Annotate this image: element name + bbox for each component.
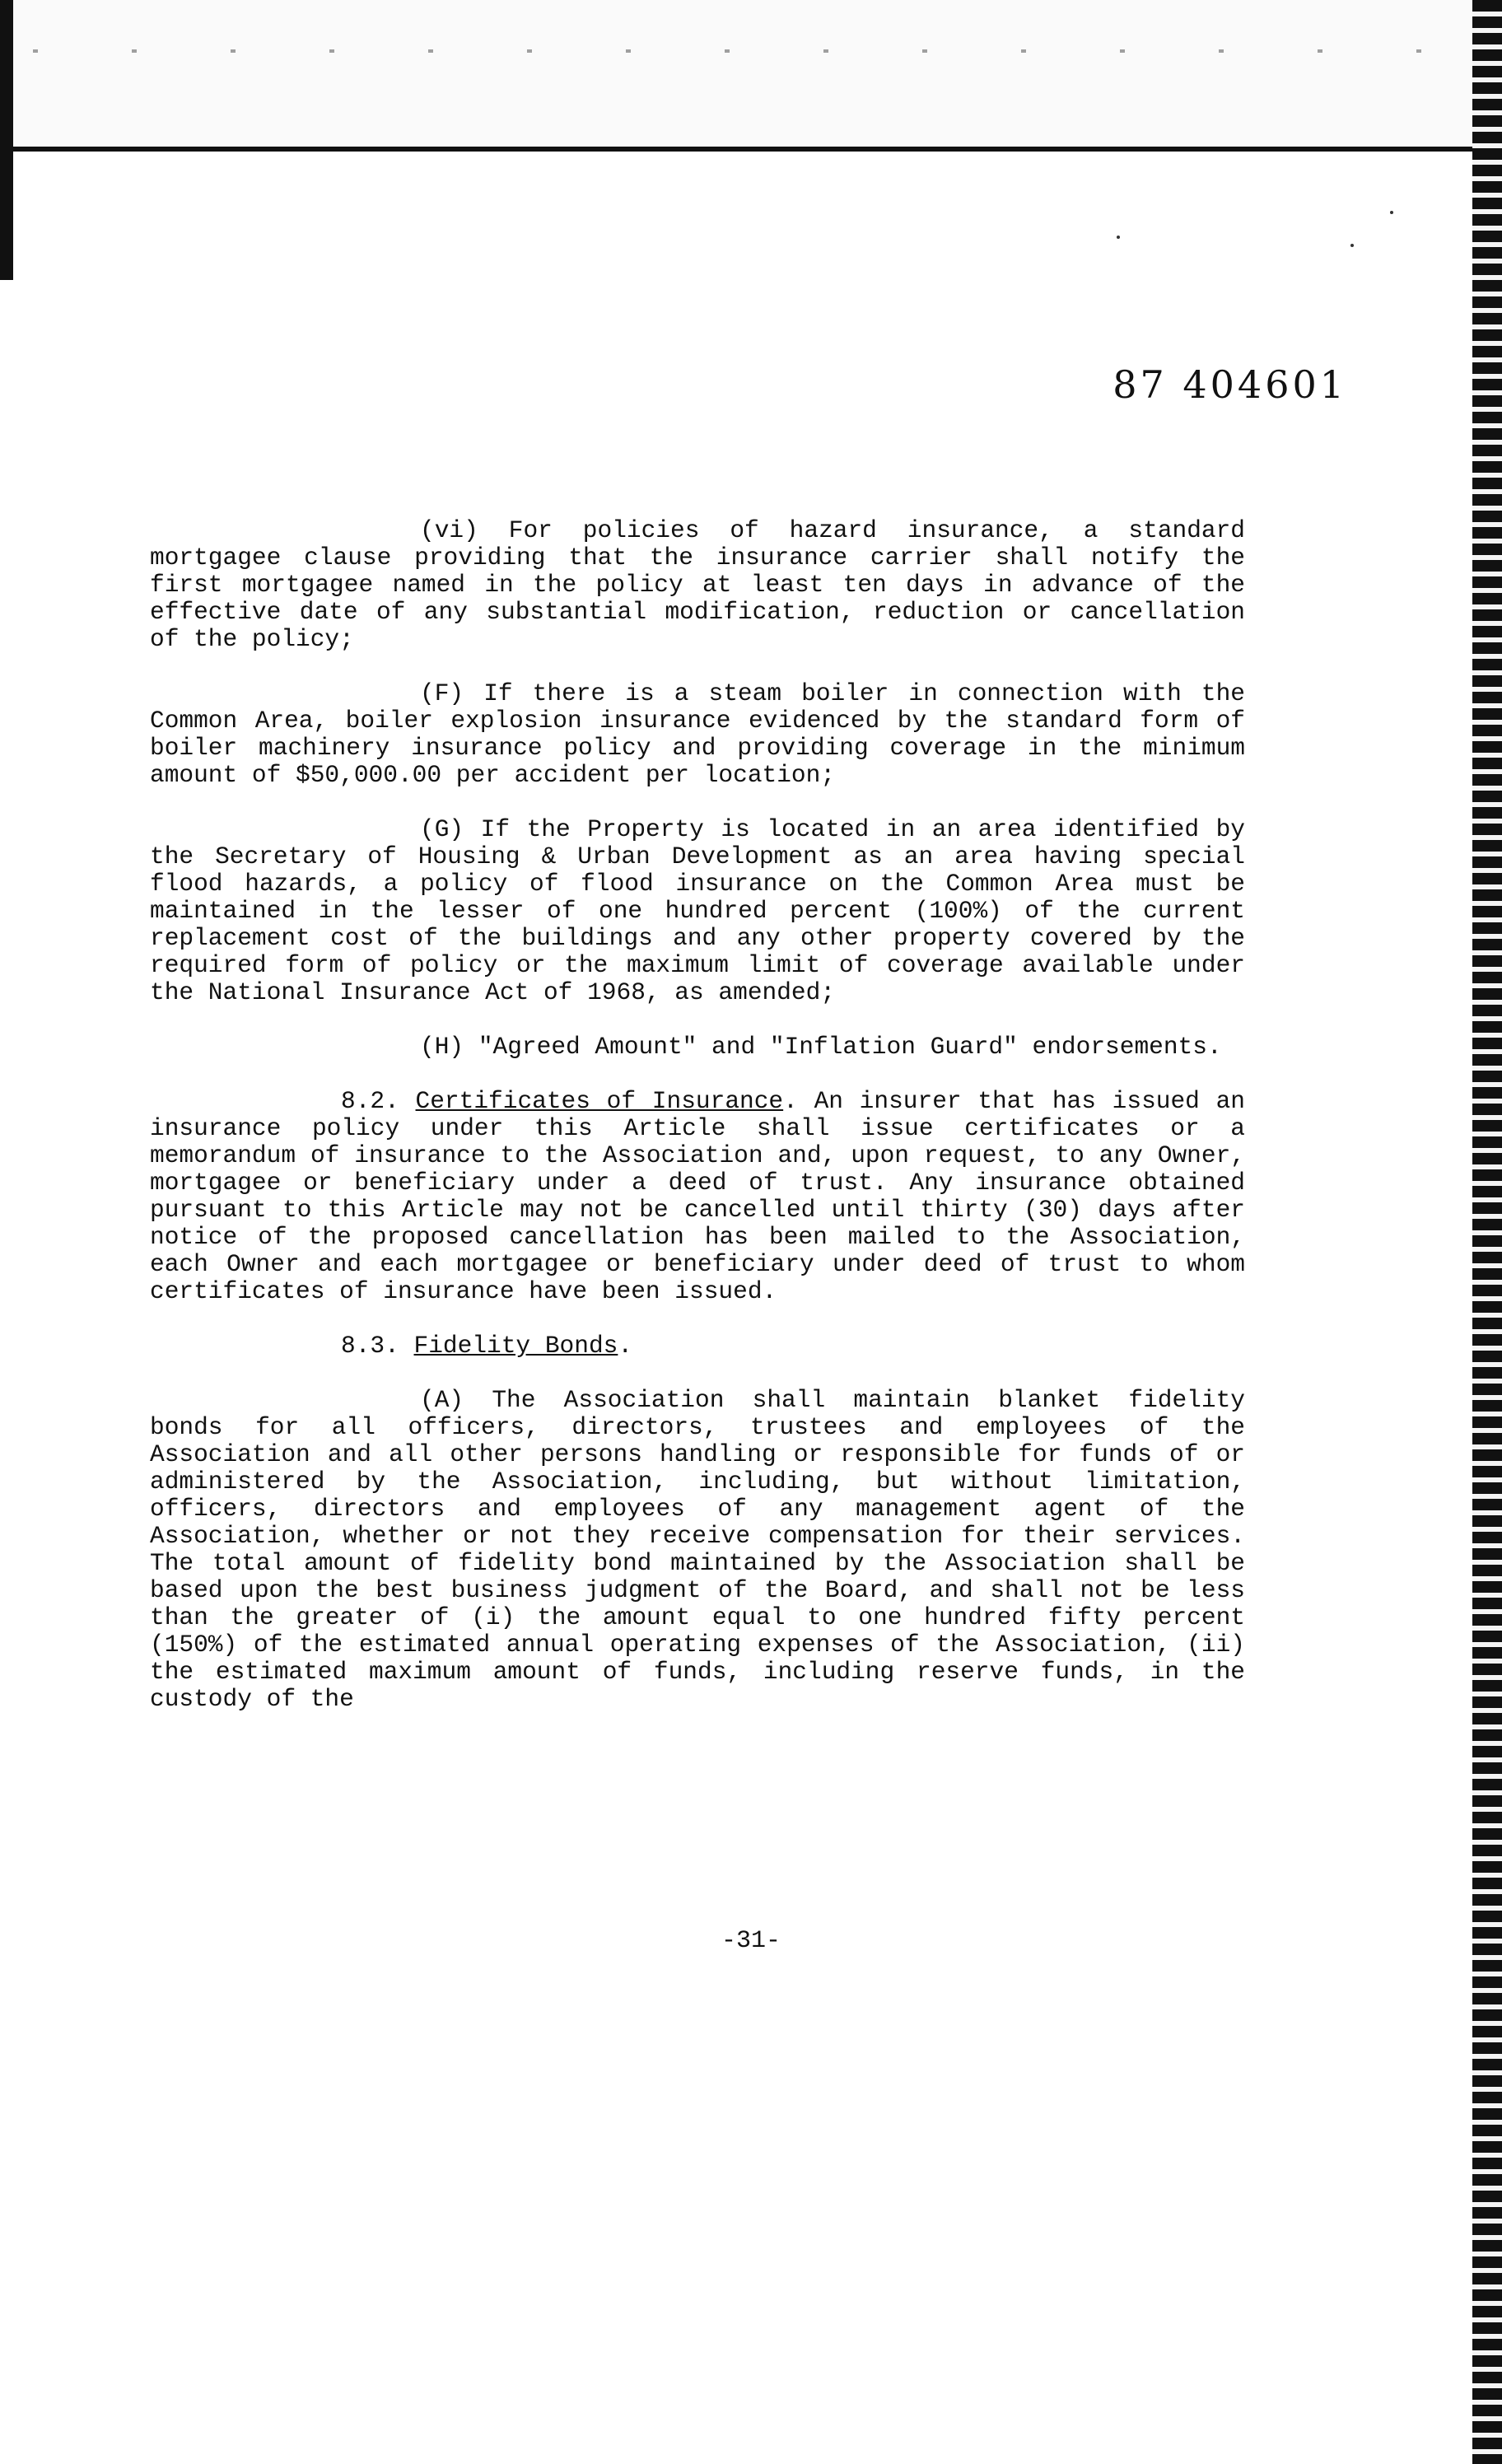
section-8-3-a — [150, 1387, 1245, 1713]
paragraph-label: (vi) — [420, 516, 478, 544]
paragraph-text: If there is a steam boiler in connection with the Common Area, boiler explosion insurance evidenced by the standard form of boiler machinery insurance policy and providing coverage in the minimum amount of $50,000.00 per accident per location; — [150, 679, 1245, 789]
scan-speck — [1390, 211, 1393, 214]
scan-left-edge — [0, 0, 13, 280]
section-number: 8.2. — [341, 1087, 399, 1115]
paragraph-f — [150, 680, 1245, 789]
scan-right-edge — [1472, 0, 1502, 2464]
paragraph-label: (H) — [420, 1033, 464, 1061]
scan-noise — [33, 49, 1433, 53]
paragraph-label: (F) — [420, 679, 464, 707]
paragraph-text: For policies of hazard insurance, a standard mortgagee clause providing that the insurance carrier shall notify the first mortgagee named in the policy at least ten days in advance of the effective date of any substantial modification, reduction or cancellation of the policy; — [150, 516, 1246, 653]
section-heading: Certificates of Insurance — [415, 1087, 784, 1115]
section-number: 8.3. — [341, 1332, 399, 1360]
paragraph-vi — [150, 517, 1245, 653]
section-8-3-heading: 8.3. Fidelity Bonds. — [341, 1332, 633, 1360]
section-heading: Fidelity Bonds — [413, 1332, 618, 1360]
paragraph-text: "Agreed Amount" and "Inflation Guard" endorsements. — [478, 1033, 1222, 1061]
paragraph-label: (G) — [420, 815, 464, 843]
document-number: 87 404601 — [1113, 362, 1347, 407]
section-text: The Association shall maintain blanket fidelity bonds for all officers, directors, trustees and employees of the Association and all other persons handling or responsible for funds of or administered by the Association, including, but without limitation, officers, directors and employees of any management agent of the Association, whether or not they receive compensation for their services. The total amount of fidelity bond maintained by the Association shall be based upon the best business judgment of the Board, and shall not be less than the greater of (i) the amount equal to one hundred fifty percent (150%) of the estimated annual operating expenses of the Association, (ii) the estimated maximum amount of funds, including reserve funds, in the custody of the — [150, 1386, 1245, 1713]
scan-top-border — [0, 0, 1502, 152]
section-text: An insurer that has issued an insurance policy under this Article shall issue certificates or a memorandum of insurance to the Association and, upon request, to any Owner, mortgagee or beneficiary under a deed of trust. Any insurance obtained pursuant to this Article may not be cancelled until thirty (30) days after notice of the proposed cancellation has been mailed to the Association, each Owner and each mortgagee or beneficiary under deed of trust to whom certificates of insurance have been issued. — [150, 1087, 1246, 1305]
paragraph-g — [150, 816, 1245, 1006]
page-number: -31- — [721, 1927, 781, 1955]
paragraph-label: (A) — [420, 1386, 464, 1414]
paragraph-text: If the Property is located in an area identified by the Secretary of Housing & Urban Development as an area having special flood hazards, a policy of flood insurance on the Common Area must be maintained in the lesser of one hundred percent (100%) of the current replacement cost of the buildings and any other property covered by the required form of policy or the maximum limit of coverage available under the National Insurance Act of 1968, as amended; — [150, 815, 1245, 1006]
scan-speck — [1117, 236, 1120, 239]
document-body — [150, 517, 1245, 1740]
scan-speck — [1350, 244, 1354, 247]
section-8-2: 8.2. Certificates of Insurance. An insurer that has issued an insurance policy under this Article shall issue certificates or a memorandum of insurance to the Association and, upon request, to any Owner, mortgagee or beneficiary under a deed of trust. Any insurance obtained pursuant to this Article may not be cancelled until thirty (30) days after notice of the proposed cancellation has been mailed to the Association, each Owner and each mortgagee or beneficiary under deed of trust to whom certificates of insurance have been issued. — [150, 1087, 1246, 1305]
paragraph-h — [150, 1034, 1245, 1061]
